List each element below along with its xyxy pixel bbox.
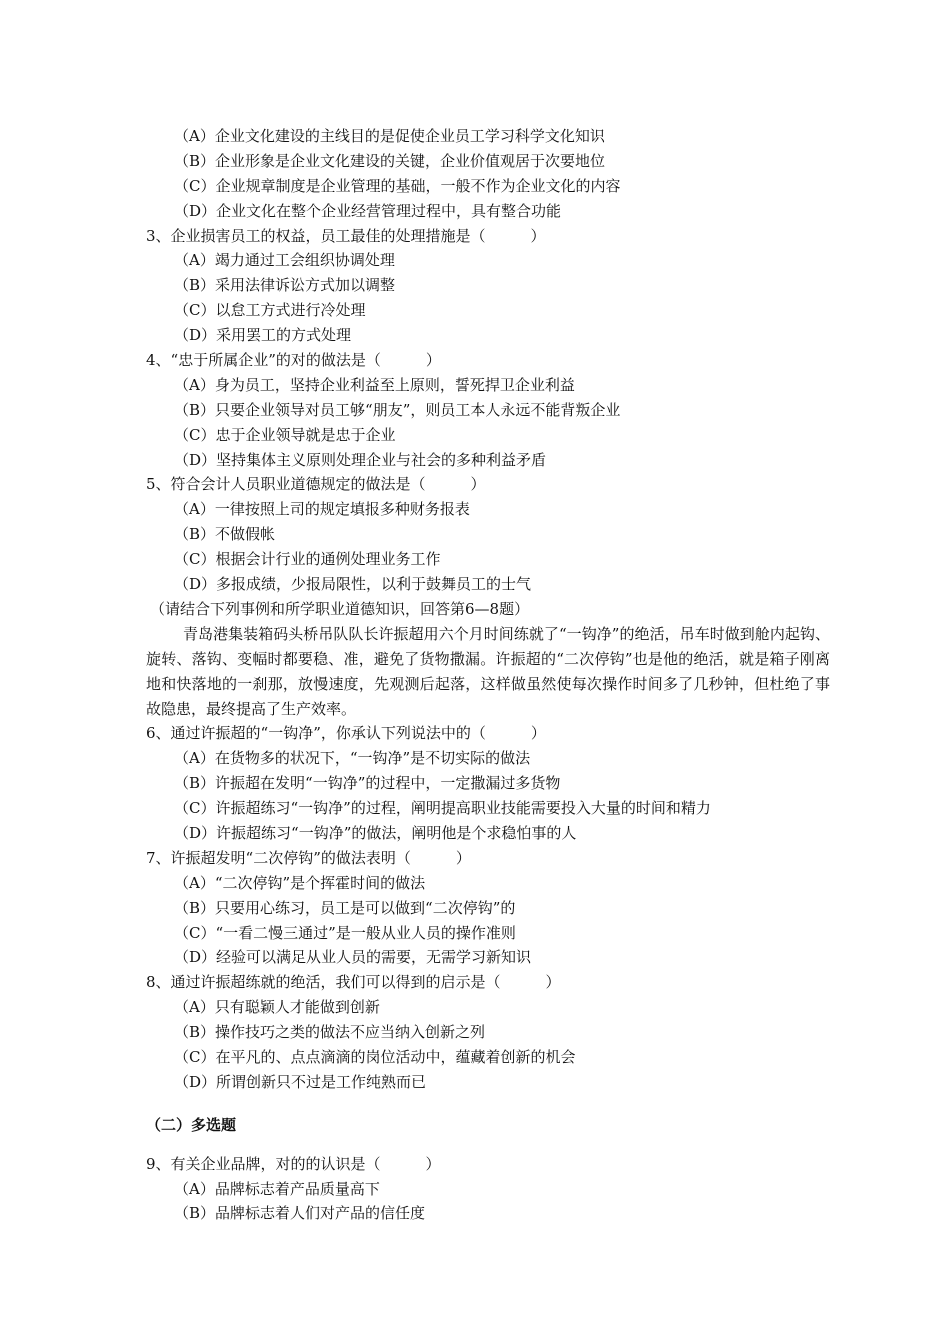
q6-option-c: （C）许振超练习“一钩净”的过程，阐明提高职业技能需要投入大量的时间和精力 bbox=[174, 799, 711, 818]
q6-option-a: （A）在货物多的状况下，“一钩净”是不切实际的做法 bbox=[174, 749, 531, 768]
q9-option-a: （A）品牌标志着产品质量高下 bbox=[174, 1179, 380, 1198]
q4-option-b: （B）只要企业领导对员工够“朋友”，则员工本人永远不能背叛企业 bbox=[174, 400, 621, 419]
q3-option-b: （B）采用法律诉讼方式加以调整 bbox=[174, 276, 396, 295]
q8-option-c: （C）在平凡的、点点滴滴的岗位活动中，蕴藏着创新的机会 bbox=[174, 1048, 576, 1067]
q4-option-d: （D）坚持集体主义原则处理企业与社会的多种利益矛盾 bbox=[174, 450, 547, 469]
q6-option-d: （D）许振超练习“一钩净”的做法，阐明他是个求稳怕事的人 bbox=[174, 824, 577, 842]
document-content bbox=[0, 124, 950, 1226]
q5-option-a: （A）一律按照上司的规定填报多种财务报表 bbox=[174, 500, 470, 519]
q2-option-d: （D）企业文化在整个企业经营管理过程中，具有整合功能 bbox=[174, 201, 562, 220]
q7-option-d: （D）经验可以满足从业人员的需要，无需学习新知识 bbox=[174, 948, 532, 967]
q2-option-a: （A）企业文化建设的主线目的是促使企业员工学习科学文化知识 bbox=[174, 127, 605, 145]
case-passage: 青岛港集装箱码头桥吊队队长许振超用六个月时间练就了“一钩净”的绝活，吊车时做到舱内起钩、旋转、落钩、变幅时都要稳、准，避免了货物撒漏。许振超的“二次停钩”也是他的绝活，就是箱子刚离地和快落地的一刹那，放慢速度，先观测后起落，这样做虽然使每次操作时间多了几秒钟，但杜绝了事故隐患，最终提高了生产效率。 bbox=[146, 624, 830, 718]
q5-option-b: （B）不做假帐 bbox=[174, 525, 276, 544]
question-5: 5、符合会计人员职业道德规定的做法是（ ） bbox=[146, 475, 486, 494]
question-4: 4、“忠于所属企业”的对的做法是（ ） bbox=[146, 351, 441, 370]
q3-option-d: （D）采用罢工的方式处理 bbox=[174, 326, 352, 345]
section-heading-multiple-choice: （二）多选题 bbox=[146, 1115, 237, 1134]
q3-option-c: （C）以怠工方式进行冷处理 bbox=[174, 301, 366, 320]
question-7: 7、许振超发明“二次停钩”的做法表明（ ） bbox=[146, 848, 471, 867]
question-9: 9、有关企业品牌，对的的认识是（ ） bbox=[146, 1154, 441, 1173]
q7-option-a: （A）“二次停钩”是个挥霍时间的做法 bbox=[174, 873, 426, 892]
q5-option-d: （D）多报成绩，少报局限性，以利于鼓舞员工的士气 bbox=[174, 575, 532, 594]
q8-option-d: （D）所谓创新只不过是工作纯熟而已 bbox=[174, 1072, 427, 1091]
q4-option-c: （C）忠于企业领导就是忠于企业 bbox=[174, 425, 396, 444]
q7-option-b: （B）只要用心练习，员工是可以做到“二次停钩”的 bbox=[174, 898, 516, 917]
q2-option-b: （B）企业形象是企业文化建设的关键，企业价值观居于次要地位 bbox=[174, 151, 606, 170]
question-6: 6、通过许振超的“一钩净”，你承认下列说法中的（ ） bbox=[146, 724, 546, 743]
question-3: 3、企业损害员工的权益，员工最佳的处理措施是（ ） bbox=[146, 226, 546, 245]
question-8: 8、通过许振超练就的绝活，我们可以得到的启示是（ ） bbox=[146, 973, 561, 992]
q8-option-a: （A）只有聪颖人才能做到创新 bbox=[174, 998, 380, 1017]
q2-option-c: （C）企业规章制度是企业管理的基础，一般不作为企业文化的内容 bbox=[174, 176, 621, 195]
q7-option-c: （C）“一看二慢三通过”是一般从业人员的操作准则 bbox=[174, 923, 516, 942]
q8-option-b: （B）操作技巧之类的做法不应当纳入创新之列 bbox=[174, 1023, 486, 1042]
case-instruction: （请结合下列事例和所学职业道德知识，回答第6—8题） bbox=[150, 599, 530, 618]
q9-option-b: （B）品牌标志着人们对产品的信任度 bbox=[174, 1204, 426, 1223]
q6-option-b: （B）许振超在发明“一钩净”的过程中，一定撒漏过多货物 bbox=[174, 774, 561, 793]
q4-option-a: （A）身为员工，坚持企业利益至上原则，誓死捍卫企业利益 bbox=[174, 375, 575, 394]
q3-option-a: （A）竭力通过工会组织协调处理 bbox=[174, 251, 395, 270]
q5-option-c: （C）根据会计行业的通例处理业务工作 bbox=[174, 550, 441, 569]
